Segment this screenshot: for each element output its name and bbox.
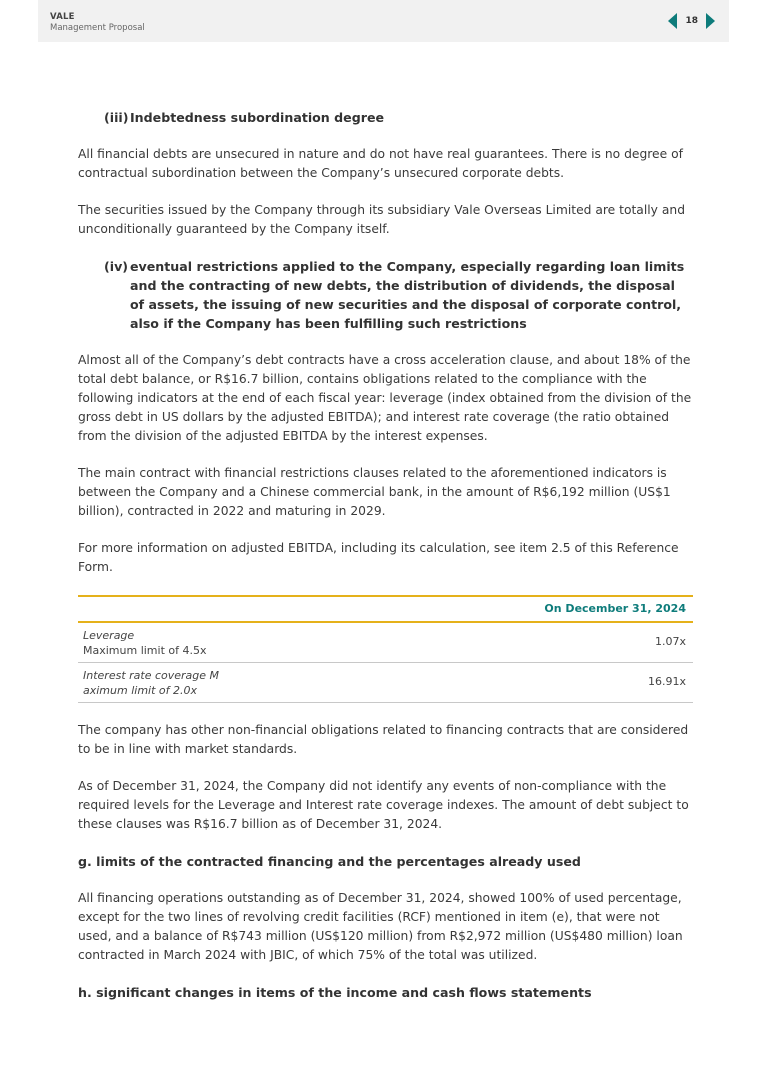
subsection-title: eventual restrictions applied to the Company, especially regarding loan limits and the contracting of new debts, the distribution of dividends, the disposal of assets, the issuing of new securities and the disposal of corporate control, also if the Company has been fulfilling such restrictions xyxy=(130,259,685,331)
indicator-name: Interest rate coverage M xyxy=(83,669,220,682)
paragraph: For more information on adjusted EBITDA, including its calculation, see item 2.5 of this Reference Form. xyxy=(78,541,679,574)
section-heading-h: h. significant changes in items of the income and cash flows statements xyxy=(78,985,592,1000)
indicator-value: 16.91x xyxy=(647,675,686,688)
brand-name: VALE xyxy=(50,12,75,22)
indicator-limit: Maximum limit of 4.5x xyxy=(83,644,207,657)
next-page-arrow-icon[interactable] xyxy=(706,13,715,29)
subsection-number: (iii) xyxy=(104,110,129,125)
paragraph: Almost all of the Company’s debt contracts have a cross acceleration clause, and about 18% of the total debt balance, or R$16.7 billion, contains obligations related to the compliance with the following indicators at the end of each fiscal year: leverage (index obtained from the division of the gross debt in US dollars by the adjusted EBITDA); and interest rate coverage (the ratio obtained from the division of the adjusted EBITDA by the interest expenses. xyxy=(78,353,692,443)
document-body xyxy=(78,108,693,1002)
table-row xyxy=(78,663,693,703)
subsection-heading-iii xyxy=(104,108,693,127)
page-header xyxy=(38,0,729,42)
indicator-value: 1.07x xyxy=(654,635,686,648)
table-row xyxy=(78,623,693,663)
subsection-number: (iv) xyxy=(104,259,129,274)
page-navigator xyxy=(668,13,715,29)
document-subtitle: Management Proposal xyxy=(50,23,145,33)
table-header xyxy=(78,597,693,623)
covenant-table xyxy=(78,595,693,703)
paragraph: The main contract with financial restrictions clauses related to the aforementioned indicators is between the Company and a Chinese commercial bank, in the amount of R$6,192 million (US$1 billion), contracted in 2022 and maturing in 2029. xyxy=(78,466,671,518)
paragraph: As of December 31, 2024, the Company did not identify any events of non-compliance with the required levels for the Leverage and Interest rate coverage indexes. The amount of debt subject to these clauses was R$16.7 billion as of December 31, 2024. xyxy=(78,779,689,831)
paragraph: All financial debts are unsecured in nature and do not have real guarantees. There is no degree of contractual subordination between the Company’s unsecured corporate debts. xyxy=(78,147,683,180)
paragraph: All financing operations outstanding as of December 31, 2024, showed 100% of used percentage, except for the two lines of revolving credit facilities (RCF) mentioned in item (e), that were not used, and a balance of R$743 million (US$120 million) from R$2,972 million (US$480 million) loan contracted in March 2024 with JBIC, of which 75% of the total was utilized. xyxy=(78,891,683,962)
paragraph: The company has other non-financial obligations related to financing contracts that are considered to be in line with market standards. xyxy=(78,723,689,756)
page-number: 18 xyxy=(685,16,698,26)
subsection-heading-iv xyxy=(104,257,693,333)
indicator-limit: aximum limit of 2.0x xyxy=(83,684,198,697)
subsection-title: Indebtedness subordination degree xyxy=(130,110,385,125)
paragraph: The securities issued by the Company through its subsidiary Vale Overseas Limited are totally and unconditionally guaranteed by the Company itself. xyxy=(78,203,685,236)
table-column-header: On December 31, 2024 xyxy=(544,602,686,615)
previous-page-arrow-icon[interactable] xyxy=(668,13,677,29)
section-heading-g: g. limits of the contracted financing and the percentages already used xyxy=(78,854,581,869)
indicator-name: Leverage xyxy=(83,629,135,642)
